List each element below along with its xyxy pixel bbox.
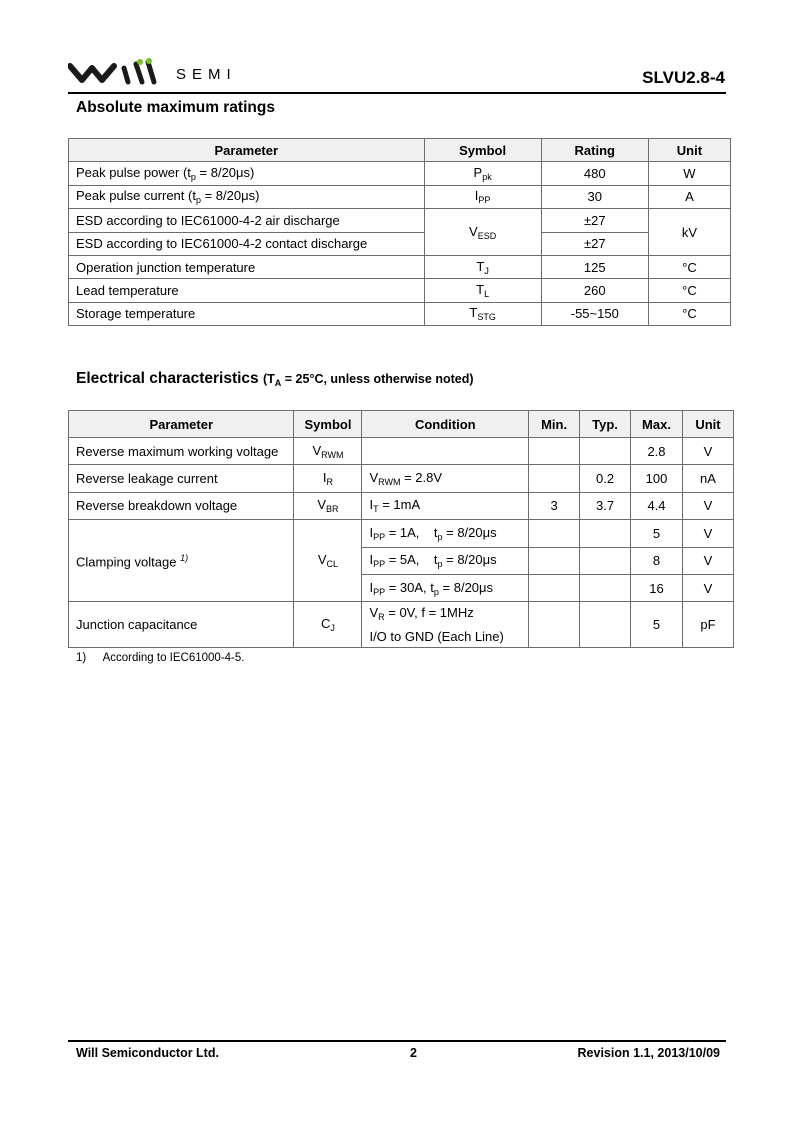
min-cell (529, 574, 580, 601)
unit-cell: V (682, 520, 733, 547)
rating-cell: -55~150 (541, 302, 648, 325)
table-row (69, 209, 731, 232)
unit-cell: V (682, 547, 733, 574)
unit-cell: V (682, 574, 733, 601)
column-header: Condition (362, 411, 529, 438)
column-header: Symbol (424, 139, 541, 162)
typ-cell: 3.7 (580, 492, 631, 519)
typ-cell (580, 438, 631, 465)
param-cell: Operation junction temperature (69, 255, 425, 278)
typ-cell: 0.2 (580, 465, 631, 492)
param-cell: Peak pulse power $(t_p = 8/20\mu s)$ (69, 162, 425, 185)
symbol-cell: $P_{pk}$ (424, 162, 541, 185)
table-row (69, 185, 731, 208)
column-header: Rating (541, 139, 648, 162)
company-logo (68, 58, 258, 88)
table-header-row (69, 139, 731, 162)
min-cell (529, 520, 580, 547)
condition-cell: $I_{PP} = 5A$, $t_p = 8/20\mu s$ (362, 547, 529, 574)
symbol-cell: $T_J$ (424, 255, 541, 278)
symbol-cell: $I_{PP}$ (424, 185, 541, 208)
footer-rule (68, 1040, 726, 1042)
table-row (69, 162, 731, 185)
param-cell: Reverse leakage current (69, 465, 294, 492)
table-row (69, 232, 731, 255)
param-cell: ESD according to IEC61000-4-2 contact discharge (69, 232, 425, 255)
unit-cell: kV (648, 209, 730, 256)
param-cell: Reverse maximum working voltage (69, 438, 294, 465)
column-header: Parameter (69, 411, 294, 438)
unit-cell: °C (648, 279, 730, 302)
footer-company: Will Semiconductor Ltd. (76, 1046, 219, 1060)
table-row (69, 492, 734, 519)
condition-cell: $V_{RWM} = 2.8V$ (362, 465, 529, 492)
param-cell: Clamping voltage $^{1)}$ (69, 520, 294, 602)
unit-cell: °C (648, 302, 730, 325)
section-title-abs-max: Absolute maximum ratings (76, 99, 275, 116)
symbol-cell: $V_{BR}$ (294, 492, 362, 519)
max-cell: 16 (631, 574, 683, 601)
unit-cell: V (682, 492, 733, 519)
unit-cell: pF (682, 602, 733, 648)
symbol-cell: $T_{STG}$ (424, 302, 541, 325)
symbol-cell: $V_{CL}$ (294, 520, 362, 602)
unit-cell: W (648, 162, 730, 185)
rating-cell: 260 (541, 279, 648, 302)
abs-max-table (68, 138, 731, 326)
table-row (69, 302, 731, 325)
column-header: Symbol (294, 411, 362, 438)
condition-cell: $V_R = 0V$, f = 1MHz I/O to GND (Each Line) (362, 602, 529, 648)
section-title-electrical (76, 370, 474, 388)
table-row (69, 465, 734, 492)
column-header: Max. (631, 411, 683, 438)
column-header: Min. (529, 411, 580, 438)
rating-cell: ±27 (541, 232, 648, 255)
typ-cell (580, 520, 631, 547)
condition-cell: $I_{PP} = 30A$, $t_p = 8/20\mu s$ (362, 574, 529, 601)
max-cell: 4.4 (631, 492, 683, 519)
symbol-cell: $V_{RWM}$ (294, 438, 362, 465)
max-cell: 5 (631, 602, 683, 648)
symbol-cell: $T_L$ (424, 279, 541, 302)
typ-cell (580, 547, 631, 574)
condition-cell: $I_{PP} = 1A$, $t_p = 8/20\mu s$ (362, 520, 529, 547)
footnote (76, 652, 244, 664)
rating-cell: 125 (541, 255, 648, 278)
column-header: Parameter (69, 139, 425, 162)
rating-cell: 480 (541, 162, 648, 185)
table-row (69, 255, 731, 278)
electrical-table (68, 410, 734, 648)
footnote-number: 1) (76, 652, 87, 664)
table-header-row (69, 411, 734, 438)
max-cell: 5 (631, 520, 683, 547)
symbol-cell: $V_{ESD}$ (424, 209, 541, 256)
param-cell: Storage temperature (69, 302, 425, 325)
param-cell: Junction capacitance (69, 602, 294, 648)
column-header: Unit (682, 411, 733, 438)
header-rule (68, 92, 726, 94)
unit-cell: °C (648, 255, 730, 278)
min-cell: 3 (529, 492, 580, 519)
symbol-cell: $C_J$ (294, 602, 362, 648)
table-row (69, 520, 734, 547)
footer-page-number: 2 (410, 1046, 417, 1060)
table-row (69, 279, 731, 302)
typ-cell (580, 574, 631, 601)
section-title-condition: ($T_A = 25^\circ C$, unless otherwise noted) (262, 372, 474, 388)
footer-revision: Revision 1.1, 2013/10/09 (577, 1046, 720, 1060)
column-header: Typ. (580, 411, 631, 438)
unit-cell: V (682, 438, 733, 465)
min-cell (529, 547, 580, 574)
max-cell: 8 (631, 547, 683, 574)
rating-cell: 30 (541, 185, 648, 208)
param-cell: ESD according to IEC61000-4-2 air discharge (69, 209, 425, 232)
max-cell: 100 (631, 465, 683, 492)
table-row (69, 602, 734, 648)
will-logo-icon (68, 58, 178, 88)
section-title-text: Electrical characteristics (76, 370, 259, 387)
typ-cell (580, 602, 631, 648)
column-header: Unit (648, 139, 730, 162)
min-cell (529, 438, 580, 465)
logo-text: SEMI (176, 66, 237, 83)
unit-cell: A (648, 185, 730, 208)
min-cell (529, 465, 580, 492)
condition-cell (362, 438, 529, 465)
condition-cell: $I_T = 1mA$ (362, 492, 529, 519)
param-cell: Peak pulse current $(t_p = 8/20\mu s)$ (69, 185, 425, 208)
footnote-text: According to IEC61000-4-5. (102, 652, 245, 664)
param-cell: Reverse breakdown voltage (69, 492, 294, 519)
symbol-cell: $I_R$ (294, 465, 362, 492)
min-cell (529, 602, 580, 648)
param-cell: Lead temperature (69, 279, 425, 302)
rating-cell: ±27 (541, 209, 648, 232)
unit-cell: nA (682, 465, 733, 492)
part-number: SLVU2.8-4 (642, 68, 725, 87)
max-cell: 2.8 (631, 438, 683, 465)
table-row (69, 438, 734, 465)
